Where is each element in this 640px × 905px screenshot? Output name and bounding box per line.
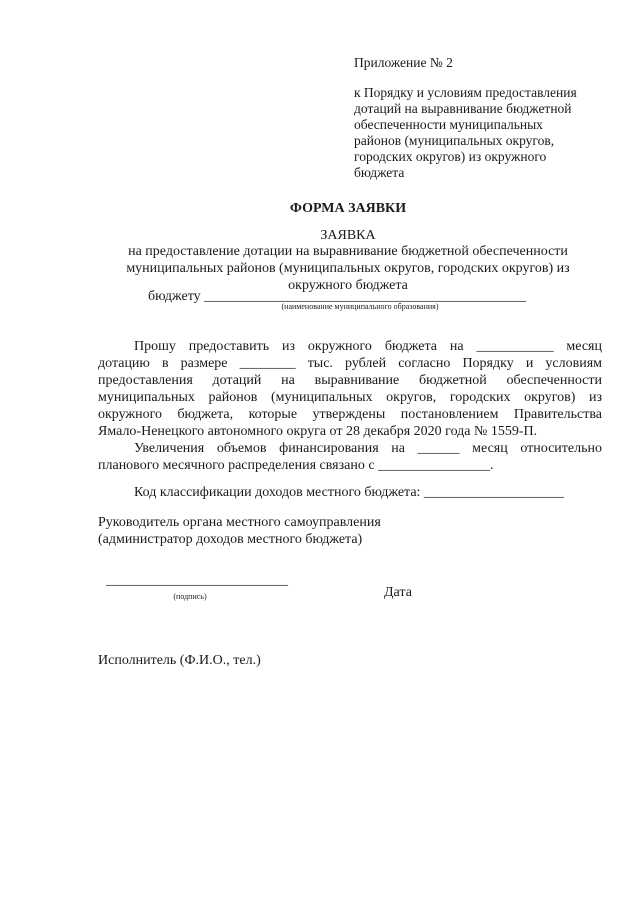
appendix-line: бюджета [354,165,405,180]
appendix-line: к Порядку и условиям предоставления [354,85,577,100]
budget-caption: (наименование муниципального образования) [281,302,439,311]
budget-blank: ______________________________________________ [204,289,527,304]
signature-caption: (подпись) [173,592,207,601]
paragraph-line: планового месячного распределения связано с ________________. [98,458,494,473]
paragraph-line: Ямало-Ненецкого автономного округа от 28 декабря 2020 года № 1559-П. [98,424,538,439]
appendix-line: обеспеченности муниципальных [354,117,543,132]
request-line: муниципальных районов (муниципальных округов, городских округов) из [126,261,570,276]
form-title: ФОРМА ЗАЯВКИ [289,201,407,216]
head-line: (администратор доходов местного бюджета) [98,532,363,547]
appendix-line: районов (муниципальных округов, [354,133,555,148]
paragraph-line: муниципальных районов (муниципальных округов, городских округов) из [98,390,602,405]
request-line: окружного бюджета [288,278,408,293]
appendix-title: Приложение № 2 [354,55,453,70]
appendix-block [354,55,624,181]
signature-blank: __________________________ [106,573,288,588]
request-subtitle [40,243,640,294]
head-line: Руководитель органа местного самоуправления [98,515,381,530]
executor-label: Исполнитель (Ф.И.О., тел.) [98,653,261,668]
budget-label: бюджету [148,289,201,304]
paragraph-line: Увеличения объемов финансирования на ______ месяц относительно [134,441,602,456]
head-block [98,514,381,548]
date-label: Дата [384,585,412,600]
appendix-line: дотаций на выравнивание бюджетной [354,101,572,116]
income-code-line: Код классификации доходов местного бюджета: ____________________ [134,485,564,500]
paragraph-line: предоставления дотаций на выравнивание бюджетной обеспеченности [98,373,602,388]
paragraph-line: окружного бюджета, которые утверждены постановлением Правительства [98,407,602,422]
appendix-line: городских округов) из окружного [354,149,547,164]
paragraph-line: Прошу предоставить из окружного бюджета на ___________ месяц [134,339,602,354]
paragraph-line: дотацию в размере ________ тыс. рублей согласно Порядку и условиям [98,356,602,371]
request-line: на предоставление дотации на выравнивание бюджетной обеспеченности [128,244,568,259]
request-title: ЗАЯВКА [320,228,376,243]
request-paragraph [98,338,602,474]
